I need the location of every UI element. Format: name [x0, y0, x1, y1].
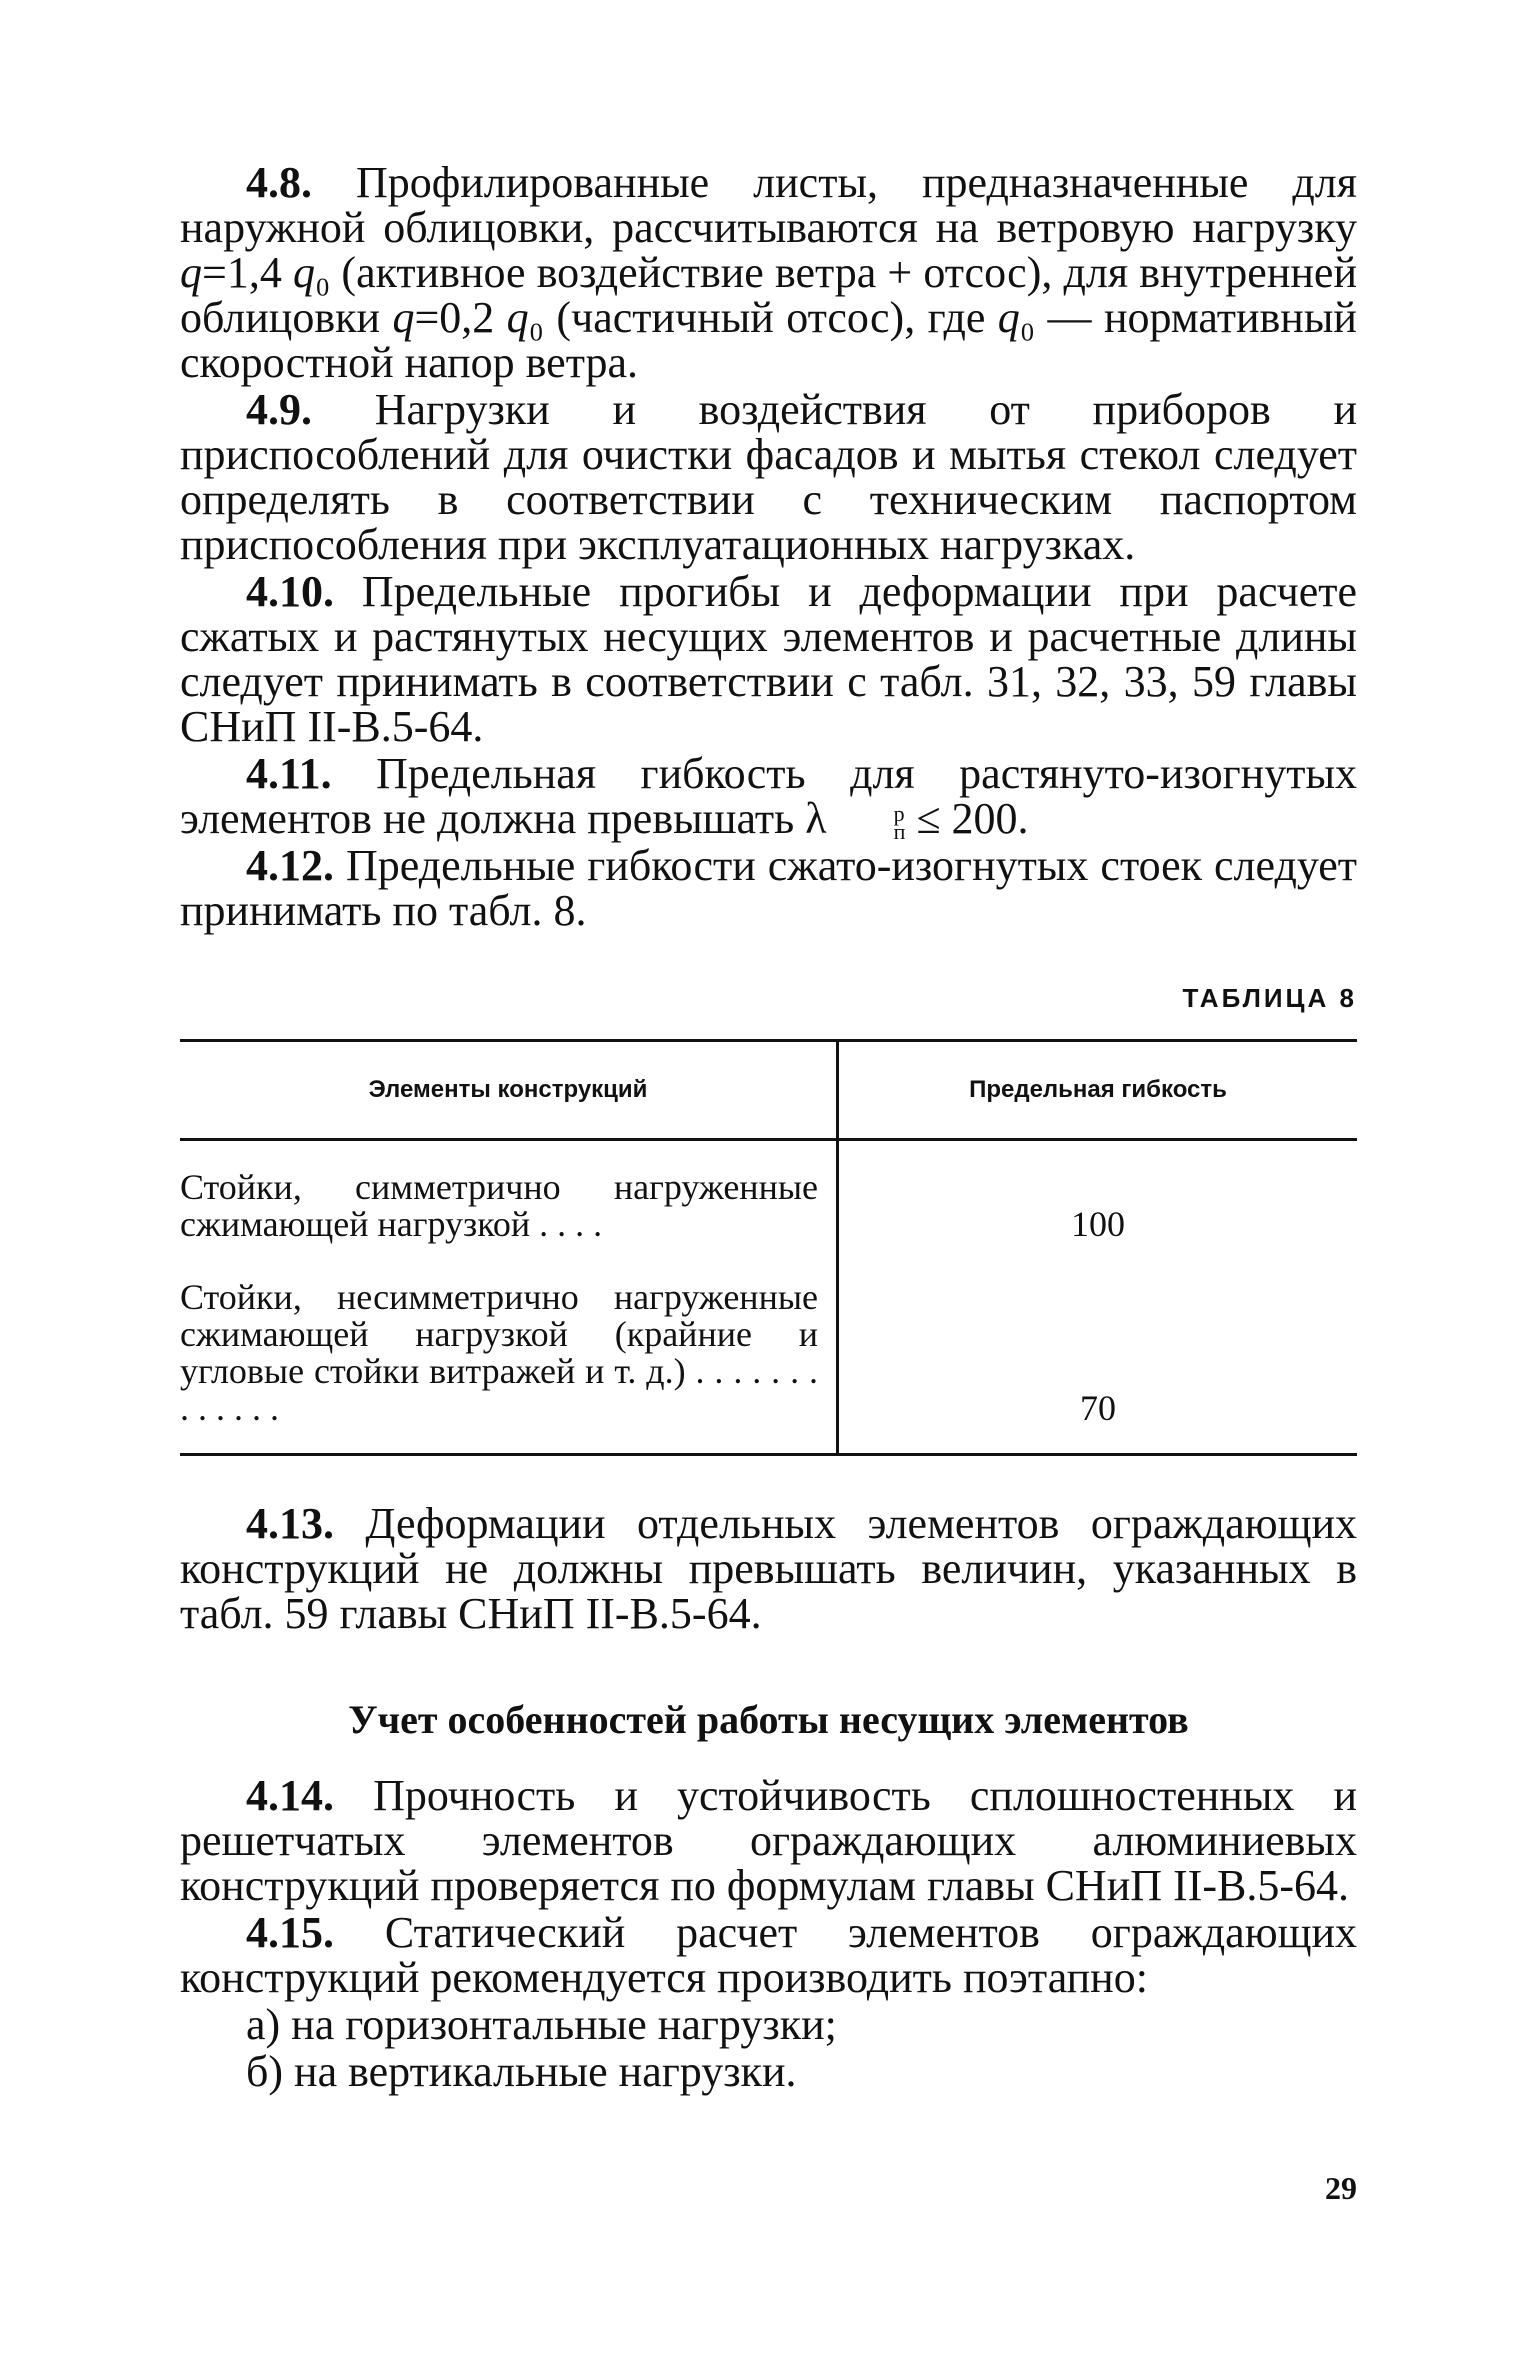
- paragraph-text: Профилированные листы, предназначенные для наружной облицовки, рассчитываются на ветровую нагрузку q=1,4 q₀ (активное воздействие ветра + отсос), для внутренней облицовки q=0,2 q₀ (частичный отсос), где q₀ — нормативный скоростной напор ветра.: [180, 158, 1358, 387]
- table-cell-element: Стойки, симметрично нагруженные сжимающей нагрузкой . . . .: [180, 1140, 838, 1252]
- paragraph-number: 4.8.: [246, 158, 312, 207]
- paragraph-4-11: [180, 749, 1358, 844]
- page-number: 29: [1325, 2170, 1357, 2206]
- paragraph-4-15: [180, 1910, 1357, 2000]
- paragraph-number: 4.12.: [246, 841, 334, 890]
- lambda-superscript: р: [893, 800, 905, 826]
- paragraph-number: 4.13.: [246, 1499, 334, 1548]
- paragraph-text: Статический расчет элементов ограждающих конструкций рекомендуется производить поэтапно:: [180, 1908, 1357, 2002]
- section-heading: Учет особенностей работы несущих элементов: [348, 1697, 1189, 1742]
- paragraph-number: 4.9.: [246, 385, 312, 434]
- paragraph-text: Предельные прогибы и деформации при расчете сжатых и растянутых несущих элементов и расчетные длины следует принимать в соответствии с табл. 31, 32, 33, 59 главы СНиП II-В.5-64.: [180, 567, 1358, 751]
- paragraph-tail: ≤ 200.: [916, 794, 1029, 843]
- table-row: [180, 1140, 1357, 1252]
- paragraph-text: Нагрузки и воздействия от приборов и приспособлений для очистки фасадов и мытья стекол следует определять в соответствии с техническим паспортом приспособления при эксплуатационных нагрузках.: [180, 385, 1358, 569]
- list-item: б) на вертикальные нагрузки.: [246, 2047, 797, 2096]
- table-cell-value: 70: [838, 1251, 1358, 1455]
- paragraph-text: Прочность и устойчивость сплошностенных и решетчатых элементов ограждающих алюминиевых конструкций проверяется по формулам главы СНиП II-В.5-64.: [180, 1771, 1357, 1910]
- table-header-row: [180, 1041, 1357, 1140]
- table-cell-element: Стойки, несимметрично нагруженные сжимающей нагрузкой (крайние и угловые стойки витражей и т. д.) . . . . . . . . . . . . .: [180, 1251, 838, 1455]
- paragraph-4-8: [180, 160, 1357, 385]
- paragraph-number: 4.14.: [246, 1771, 334, 1820]
- list-item: а) на горизонтальные нагрузки;: [246, 2000, 837, 2049]
- paragraph-text: Предельные гибкости сжато-изогнутых стоек следует принимать по табл. 8.: [180, 841, 1358, 935]
- paragraph-4-9: [180, 387, 1357, 567]
- lambda-subscript: п: [893, 818, 906, 844]
- paragraph-number: 4.10.: [246, 567, 334, 616]
- paragraph-4-14: [180, 1773, 1357, 1908]
- paragraph-4-10: [180, 569, 1357, 749]
- paragraph-text: Предельная гибкость для растянуто-изогнутых элементов не должна превышать λ: [180, 749, 1358, 843]
- paragraph-4-13: [180, 1501, 1357, 1636]
- paragraph-4-12: [180, 843, 1357, 933]
- table-8: [180, 1039, 1357, 1456]
- paragraph-number: 4.15.: [246, 1908, 334, 1957]
- table-cell-value: 100: [1071, 1204, 1125, 1244]
- column-header-elements: Элементы конструкций: [180, 1041, 838, 1140]
- paragraph-text: Деформации отдельных элементов ограждающих конструкций не должны превышать величин, указанных в табл. 59 главы СНиП II-В.5-64.: [180, 1499, 1358, 1638]
- table-row: [180, 1251, 1357, 1455]
- column-header-slenderness: Предельная гибкость: [838, 1041, 1358, 1140]
- paragraph-number: 4.11.: [246, 749, 332, 798]
- table-caption: ТАБЛИЦА 8: [1182, 983, 1357, 1013]
- document-page: [180, 160, 1357, 2094]
